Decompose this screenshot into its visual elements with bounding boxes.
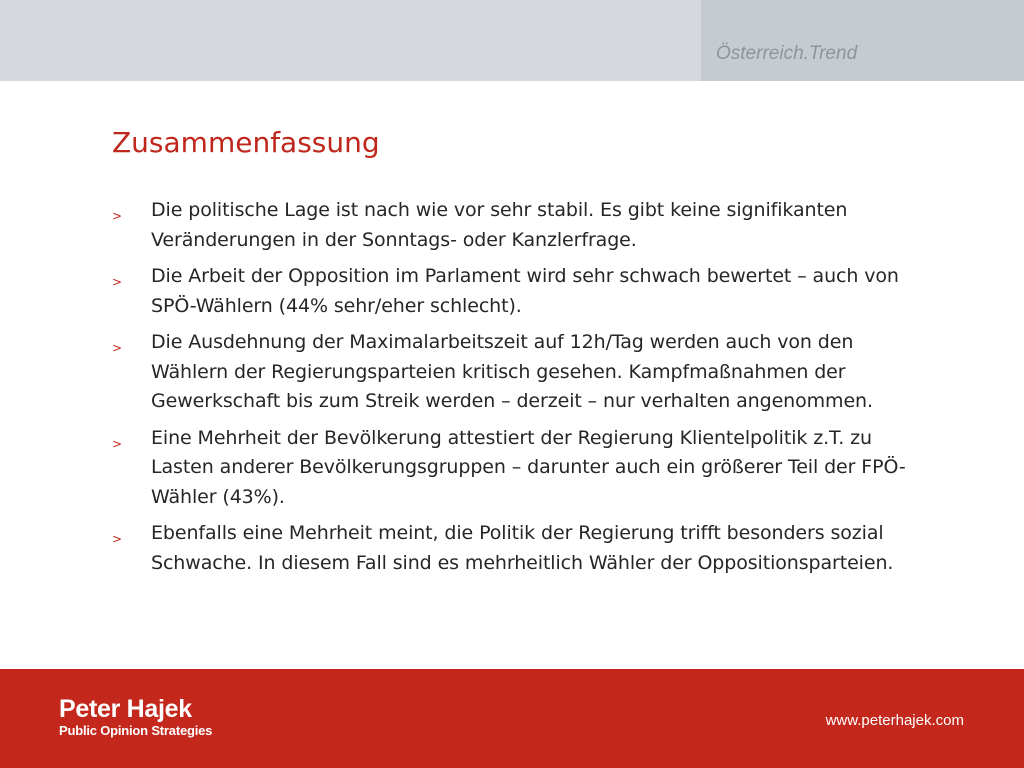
bullet-arrow-icon: > [112,209,123,223]
header-trend-label: Österreich.Trend [716,43,858,64]
page-title: Zusammenfassung [112,126,380,159]
bullet-arrow-icon: > [112,341,123,355]
header-tab [701,0,1024,81]
logo-name: Peter Hajek [59,695,192,723]
bullet-arrow-icon: > [112,532,123,546]
bullet-item-3 [112,328,912,417]
bullet-text: Die politische Lage ist nach wie vor sehr stabil. Es gibt keine signifikanten Veränderungen in der Sonntags- oder Kanzlerfrage. [151,199,848,251]
bullet-text: Die Ausdehnung der Maximalarbeitszeit auf 12h/Tag werden auch von den Wählern der Regierungsparteien kritisch gesehen. Kampfmaßnahmen der Gewerkschaft bis zum Streik werden – derzeit – nur verhalten angenommen. [151,331,873,412]
logo-subtitle: Public Opinion Strategies [59,723,213,738]
bullet-text: Ebenfalls eine Mehrheit meint, die Politik der Regierung trifft besonders sozial Schwache. In diesem Fall sind es mehrheitlich Wähler der Oppositionsparteien. [151,522,894,574]
company-logo [59,695,212,739]
bullet-arrow-icon: > [112,436,123,451]
bullet-arrow-icon: > [112,275,123,289]
bullet-text: Die Arbeit der Opposition im Parlament wird sehr schwach bewertet – auch von SPÖ-Wählern (44% sehr/eher schlecht). [151,265,899,317]
bullet-list [112,196,912,585]
bullet-item-4 [112,424,912,513]
bullet-item-1 [112,196,912,255]
bullet-item-5 [112,519,912,578]
website-link[interactable]: www.peterhajek.com [825,712,964,729]
bullet-item-2 [112,262,912,321]
bullet-text: Eine Mehrheit der Bevölkerung attestiert der Regierung Klientelpolitik z.T. zu Lasten anderer Bevölkerungsgruppen – darunter auch ein größerer Teil der FPÖ-Wähler (43%). [151,426,906,508]
